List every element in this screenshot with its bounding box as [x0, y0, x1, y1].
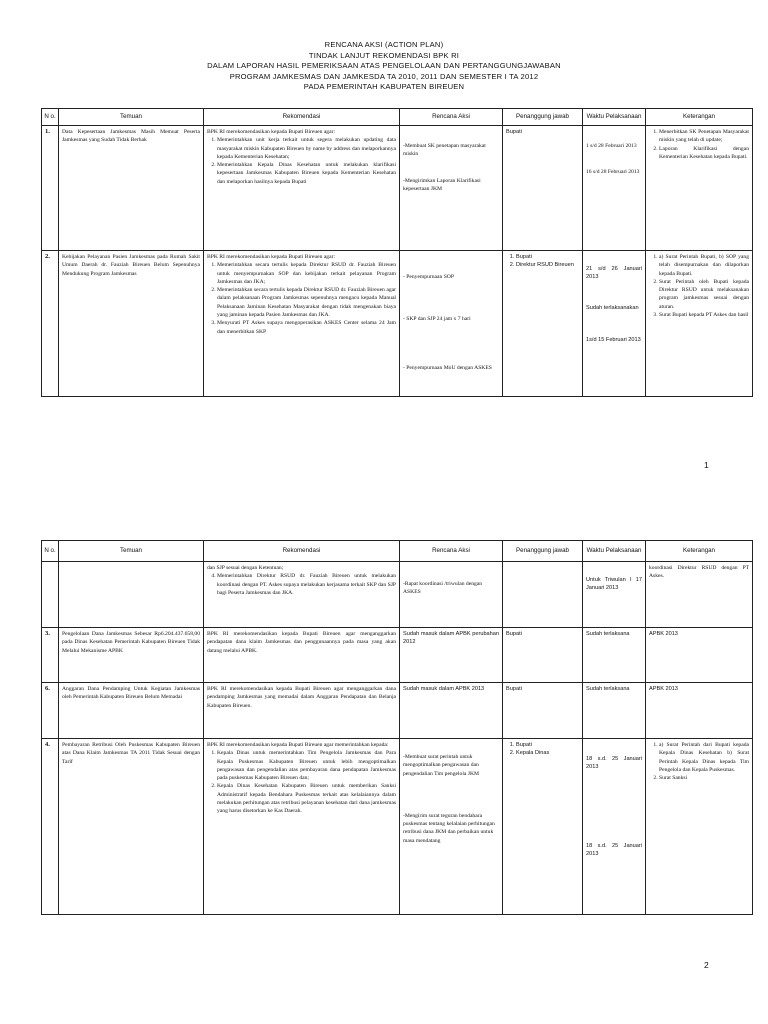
action-plan-table-page1	[41, 108, 753, 397]
pj-cell: Bupati	[503, 683, 583, 739]
header-keterangan: Keterangan	[646, 109, 753, 126]
header-waktu: Waktu Pelaksanaan	[583, 541, 646, 562]
rek-item: 2. Kepala Dinas Kesehatan Kabupaten Bireuen untuk memberikan Sanksi Administratif kepada Bendahara Puskesmas terkait atas kelalaiannya dalam melakukan perhitungan atas retribusi pelayanan kesehatan dari dana jamkesmas yang harus disetorkan ke Kas Daerah.	[217, 782, 396, 815]
temuan-cell: Anggaran Dana Pendamping Untuk Kegiatan Jamkesmas oleh Pemerintah Kabupaten Bireuen Belum Memadai	[59, 683, 204, 739]
keterangan-cell: APBK 2013	[646, 628, 753, 683]
rencana-aksi-cell	[400, 251, 503, 397]
header-penanggung-jawab: Penanggung jawab	[503, 541, 583, 562]
header-rekomendasi: Rekomendasi	[204, 109, 400, 126]
title-line: RENCANA AKSI (ACTION PLAN)	[324, 40, 444, 49]
document-title	[0, 40, 768, 93]
waktu-item: 16 s/d 28 Februari 2013	[586, 169, 640, 176]
aksi-item: - Penyempurnaan MoU dengan ASKES	[403, 364, 492, 371]
header-no: N o.	[42, 109, 59, 126]
rekomendasi-cell: BPK RI merekomendasikan kepada Bupati Bireuen agar menganggarkan dana pendamping Jamkesmas yang memadai dalam Anggaran Pendapatan dan Belanja Kabupaten Bireuen.	[204, 683, 400, 739]
row-number: 3.	[42, 628, 59, 683]
action-plan-table-page2	[41, 540, 753, 915]
keterangan-cell	[646, 251, 753, 397]
aksi-item: - Penyempurnaan SOP	[403, 274, 454, 280]
table-row	[42, 739, 753, 915]
table-row	[42, 251, 753, 397]
rek-item: 4. Memerintahkan Direktur RSUD dr. Fauziah Bireuen untuk melakukan koordinasi dengan PT. Askes supaya melakukan kerjasama terkait SKP dan SJP bagi Peserta Jamkesmas dan JKA.	[217, 572, 396, 597]
rencana-aksi-cell: Sudah masuk dalam APBK 2013	[400, 683, 503, 739]
header-rencana-aksi: Rencana Aksi	[400, 109, 503, 126]
table-row	[42, 562, 753, 628]
waktu-cell	[583, 251, 646, 397]
waktu-item: Sudah terlaksanakan	[586, 304, 639, 311]
rek-item: 1. Kepala Dinas untuk memerintahkan Tim Pengelola Jamkesmas dan Para Kepala Puskesmas Kabupaten Bireuen untuk lebih mengoptimalkan pengawasan dan pengendalian atas pembayaran dana pendapatan Jamkesmas pada puskesmas Kabupaten Bireuen dan;	[217, 749, 396, 782]
keterangan-cell	[646, 739, 753, 915]
ket-item: 3. Surat Bupati kepada PT Askes dan hasil	[659, 311, 749, 319]
aksi-item: -Membuat surat perintah untuk mengoptimalkan pengawasan dan pengendalian Tim pengelola JKM	[403, 754, 479, 777]
keterangan-cell: koordinasi Direktur RSUD dengan PT Askes.	[646, 562, 753, 628]
rek-cont: dan SJP sesuai dengan Ketentuan;	[207, 565, 284, 571]
waktu-cell	[583, 562, 646, 628]
rekomendasi-cell: BPK RI merekomendasikan kepada Bupati Bireuen agar menganggarkan pendapatan dana klaim Jamkesmas dan penggunaannya pada masa yang akan datang melalui APBK.	[204, 628, 400, 683]
ket-item: 2. Surat Perintah oleh Bupati kepada Direktur RSUD untuk melaksanakan program jamkesmas sesuai dengan aturan.	[659, 278, 749, 311]
pj-item: 2. Direktur RSUD Bireuen	[516, 261, 579, 269]
header-waktu: Waktu Pelaksanaan	[583, 109, 646, 126]
ket-item: 2. Surat Sanksi	[659, 774, 749, 782]
waktu-cell	[583, 126, 646, 251]
rek-item: 2. Memerintahkan Kepala Dinas Kesehatan untuk melakukan klarifikasi kepesertaan Jamkesmas Kabupaten Bireuen kepada Kementerian Kesehatan dan melaporkan hasilnya kepada Bupati	[217, 161, 396, 186]
header-rekomendasi: Rekomendasi	[204, 541, 400, 562]
header-penanggung-jawab: Penanggung jawab	[503, 109, 583, 126]
title-line: PROGRAM JAMKESMAS DAN JAMKESDA TA 2010, 2011 DAN SEMESTER I TA 2012	[229, 71, 539, 81]
waktu-item: 1s/d 15 Februari 2013	[586, 336, 641, 343]
rencana-aksi-cell	[400, 739, 503, 915]
rekomendasi-cell	[204, 126, 400, 251]
header-no: N o.	[42, 541, 59, 562]
aksi-item: - SKP dan SJP 24 jam x 7 hari	[403, 316, 471, 323]
pj-cell: Bupati	[503, 628, 583, 683]
rencana-aksi-cell: Sudah masuk dalam APBK perubahan 2012	[400, 628, 503, 683]
ket-item: 1. Menerbitkan SK Penetapan Masyarakat miskin yang telah di update;	[659, 128, 749, 145]
aksi-item: -Mengirim surat teguran bendahara puskesmas tentang kelalaian perhitungan retribusi dana JKM dan perbaikan untuk masa mendatang	[403, 812, 495, 844]
header-temuan: Temuan	[59, 541, 204, 562]
table-row	[42, 126, 753, 251]
ket-item: 2. Laporan Klarifikasi dengan Kementerian Kesehatan kepada Bupati.	[659, 145, 749, 162]
keterangan-cell: APBK 2013	[646, 683, 753, 739]
table-header-row	[42, 541, 753, 562]
rekomendasi-cell	[204, 562, 400, 628]
table-header-row	[42, 109, 753, 126]
pj-cell	[503, 251, 583, 397]
title-line: PADA PEMERINTAH KABUPATEN BIREUEN	[303, 82, 465, 92]
aksi-item: -Membuat SK penetapan masyarakat miskin	[403, 143, 486, 158]
pj-item: 2. Kepala Dinas	[516, 749, 579, 757]
temuan-cell: Data Kepesertaan Jamkesmas Masih Memuat Peserta Jamkesmas yang Sudah Tidak Berhak	[59, 126, 204, 251]
rek-intro: BPK RI merekomendasikan kepada Bupati Bireuen agar:	[207, 129, 335, 135]
waktu-item: 18 s.d. 25 Januari 2013	[586, 842, 642, 857]
title-line: TINDAK LANJUT REKOMENDASI BPK RI	[308, 50, 460, 60]
page-number: 1	[704, 460, 709, 470]
rek-item: 1. Memerintahkan secara tertulis kepada Direktur RSUD dr. Fauziah Bireuen untuk menyempurnakan SOP dan kebijakan terkait pelayanan Program Jamkesmas dan JKA;	[217, 261, 396, 286]
waktu-cell: Sudah terlaksana	[583, 628, 646, 683]
waktu-item: 1 s/d 28 Februari 2013	[586, 143, 637, 149]
aksi-item: -Mengirimkan Laporan Klarifikasi kepesertaan JKM	[403, 177, 481, 192]
waktu-cell	[583, 739, 646, 915]
pj-item: 1. Bupati	[516, 253, 579, 261]
table-row	[42, 628, 753, 683]
pj-item: 1. Bupati	[516, 741, 579, 749]
rek-intro: BPK RI merekomendasikan kepada Bupati Bireuen agar:	[207, 254, 335, 260]
waktu-item: 18 s.d. 25 Januari 2013	[586, 756, 642, 771]
rek-item: 3. Menyurati PT Askes supaya mengoperasikan ASKES Center selama 24 Jam dan menerbitkan SKP	[217, 319, 396, 336]
rek-item: 2. Memerintahkan secara tertulis kepada Direktur RSUD dr. Fauziah Bireuen agar dalam pelaksanaan Program Jamkesmas sepenuhnya mengacu kepada Manual Pelaksanaan Jaminan Kesehatan Masyarakat dengan tidak mengenakan biaya yang jaminan kepada Pasien Jamkesmas dan JKA.	[217, 286, 396, 319]
pj-cell	[503, 739, 583, 915]
row-number: 2.	[42, 251, 59, 397]
rek-item: 1. Memerintahkan unit kerja terkait untuk segera melakukan updating data masyarakat miskin Kabupaten Bireuen by name by address dan melaporkannya kepada Kementerian Kesehatan;	[217, 136, 396, 161]
rekomendasi-cell	[204, 251, 400, 397]
temuan-cell: Kebijakan Pelayanan Pasien Jamkesmas pada Rumah Sakit Umum Daerah dr. Fauziah Bireuen Belum Sepenuhnya Mendukung Program Jamkesmas	[59, 251, 204, 397]
page-number: 2	[704, 960, 709, 970]
keterangan-cell	[646, 126, 753, 251]
aksi-item: -Rapat koordinasi /triwulan dengan ASKES	[403, 581, 483, 596]
title-line: DALAM LAPORAN HASIL PEMERIKSAAN ATAS PENGELOLAAN DAN PERTANGGUNGJAWABAN	[207, 61, 561, 71]
row-number: 6.	[42, 683, 59, 739]
header-temuan: Temuan	[59, 109, 204, 126]
row-number: 4.	[42, 739, 59, 915]
waktu-item: Untuk Triwulan I 17 Januari 2013	[586, 577, 642, 592]
pj-cell: Bupati	[503, 126, 583, 251]
table-row	[42, 683, 753, 739]
ket-item: 1. a) Surat Perintah dari Bupati kepada Kepala Dinas Kesehatan b) Surat Perintah Kepala Dinas kepada Tim Pengelola dan Kepala Puskesmas.	[659, 741, 749, 774]
waktu-cell: Sudah terlaksana	[583, 683, 646, 739]
rek-intro: BPK RI merekomendasikan kepada Bupati Bireuen agar memerintahkan kepada:	[207, 742, 389, 748]
rencana-aksi-cell	[400, 562, 503, 628]
temuan-cell: Pembayaran Retribusi Oleh Puskesmas Kabupaten Bireuen atas Dana Klaim Jamkesmas TA 2011 Tidak Sesuai dengan Tarif	[59, 739, 204, 915]
rekomendasi-cell	[204, 739, 400, 915]
header-rencana-aksi: Rencana Aksi	[400, 541, 503, 562]
ket-item: 1. a) Surat Perintah Bupati, b) SOP yang telah disempurnakan dan dilaporkan kepada Bupati.	[659, 253, 749, 278]
temuan-cell: Pengelolaan Dana Jamkesmas Sebesar Rp6.204.437.658,00 pada Dinas Kesehatan Pemerintah Kabupaten Bireuen Tidak Melalui Mekanisme APBK	[59, 628, 204, 683]
rencana-aksi-cell	[400, 126, 503, 251]
waktu-item: 21 s/d 26 Januari 2013	[586, 266, 642, 281]
header-keterangan: Keterangan	[646, 541, 753, 562]
row-number: 1.	[42, 126, 59, 251]
